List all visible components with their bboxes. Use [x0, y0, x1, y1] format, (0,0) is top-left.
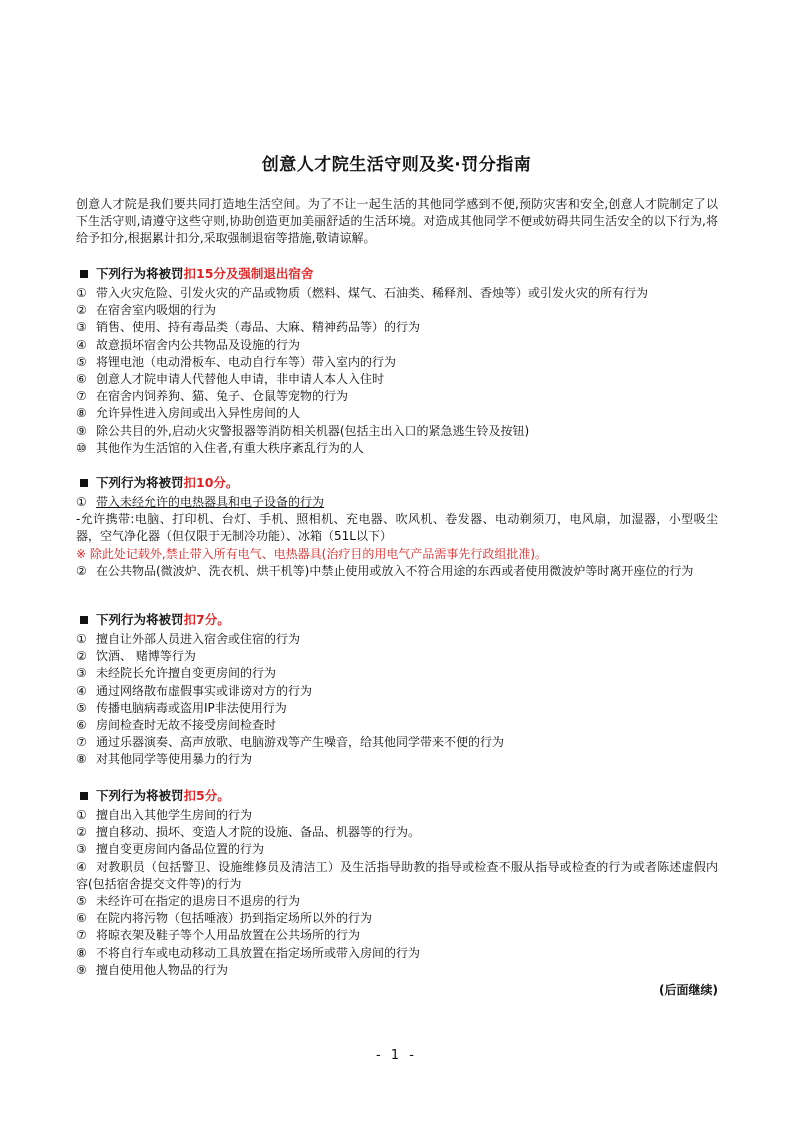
list-item: ④ 通过网络散布虚假事实或诽谤对方的行为 [76, 683, 313, 698]
list-item: ⑤ 未经许可在指定的退房日不退房的行为 [76, 894, 301, 909]
list-item: ⑧ 不将自行车或电动移动工具放置在指定场所或带入房间的行为 [76, 945, 421, 960]
list-item: ⑨ 擅自使用他人物品的行为 [76, 962, 229, 977]
list-item: ② 饮酒、 赌博等行为 [76, 649, 196, 664]
list-item: ⑦ 通过乐器演奏、高声放歌、电脑游戏等产生噪音，给其他同学带来不便的行为 [76, 735, 505, 750]
square-bullet-icon [80, 792, 88, 800]
document-title: 创意人才院生活守则及奖·罚分指南 [261, 155, 532, 175]
list-item: ② 在宿舍室内吸烟的行为 [76, 303, 217, 318]
penalty-label: 扣5分。 [183, 788, 230, 803]
list-item: ⑨ 除公共目的外,启动火灾警报器等消防相关机器(包括主出入口的紧急逃生铃及按钮) [76, 423, 530, 438]
list-item: ⑩ 其他作为生活馆的入住者,有重大秩序紊乱行为的人 [76, 440, 364, 455]
square-bullet-icon [80, 616, 88, 624]
list-item: ④ 故意损坏宿舍内公共物品及设施的行为 [76, 337, 301, 352]
restriction-note: ※ 除此处记载外,禁止带入所有电气、电热器具(治疗目的用电气产品需事先行政组批准)。 [76, 546, 548, 561]
list-item: ② 在公共物品(微波炉、洗衣机、烘干机等)中禁止使用或放入不符合用途的东西或者使用微波炉等时离开座位的行为 [76, 563, 694, 578]
list-item: ④ 对教职员（包括警卫、设施维修员及清洁工）及生活指导助教的指导或检查不服从指导或检查的行为或者陈述虚假内容(包括宿舍提交文件等)的行为 [76, 859, 718, 891]
list-item: ⑥ 在院内将污物（包括唾液）扔到指定场所以外的行为 [76, 911, 373, 926]
list-item: ⑧ 允许异性进入房间或出入异性房间的人 [76, 406, 301, 421]
allowed-devices-note: -允许携带:电脑、打印机、台灯、手机、照相机、充电器、吹风机、卷发器、电动剃须刀，电风扇，加湿器，小型吸尘器，空气净化器（但仅限于无制冷功能）、冰箱（51L以下） [76, 512, 718, 544]
section-heading: 下列行为将被罚扣15分及强制退出宿舍 [76, 265, 718, 283]
section-10-points [76, 474, 718, 580]
list-item: ⑦ 将晾衣架及鞋子等个人用品放置在公共场所的行为 [76, 928, 361, 943]
square-bullet-icon [80, 270, 88, 278]
list-item: ⑥ 创意人才院申请人代替他人申请，非申请人本人入住时 [76, 372, 385, 387]
section-heading: 下列行为将被罚扣7分。 [76, 611, 718, 629]
list-item: ⑦ 在宿舍内饲养狗、猫、兔子、仓鼠等宠物的行为 [76, 389, 349, 404]
penalty-label: 扣7分。 [183, 612, 230, 627]
square-bullet-icon [80, 479, 88, 487]
section-heading: 下列行为将被罚扣10分。 [76, 474, 718, 492]
list-item: ① 擅自出入其他学生房间的行为 [76, 808, 253, 822]
continued-note: (后面继续) [659, 983, 718, 997]
penalty-label: 扣10分。 [183, 475, 239, 490]
list-item: ① 带入火灾危险、引发火灾的产品或物质（燃料、煤气、石油类、稀释剂、香烛等）或引发火灾的所有行为 [76, 286, 649, 300]
list-item: ⑧ 对其他同学等使用暴力的行为 [76, 752, 253, 767]
list-item: ③ 未经院长允许擅自变更房间的行为 [76, 666, 277, 681]
list-item: ③ 销售、使用、持有毒品类（毒品、大麻、精神药品等）的行为 [76, 320, 421, 335]
section-heading: 下列行为将被罚扣5分。 [76, 787, 718, 805]
section-15-points [76, 265, 718, 457]
penalty-label: 扣15分及强制退出宿舍 [183, 266, 314, 281]
list-item: ① 擅自让外部人员进入宿舍或住宿的行为 [76, 632, 301, 646]
list-item: ① 带入未经允许的电热器具和电子设备的行为 [76, 495, 325, 509]
intro-paragraph: 创意人才院是我们要共同打造地生活空间。为了不让一起生活的其他同学感到不便,预防灾害和安全,创意人才院制定了以下生活守则,请遵守这些守则,协助创造更加美丽舒适的生活环境。对造成其他同学不便或妨碍共同生活安全的以下行为,将给予扣分,根据累计扣分,采取强制退宿等措施,敬请谅解。 [76, 197, 718, 245]
list-item: ⑤ 传播电脑病毒或盗用IP非法使用行为 [76, 700, 287, 715]
list-item: ⑤ 将锂电池（电动滑板车、电动自行车等）带入室内的行为 [76, 354, 397, 369]
list-item: ② 擅自移动、损坏、变造人才院的设施、备品、机器等的行为。 [76, 825, 421, 840]
section-5-points [76, 787, 718, 979]
section-7-points [76, 611, 718, 769]
list-item: ③ 擅自变更房间内备品位置的行为 [76, 842, 265, 857]
page-number: - 1 - [376, 1048, 417, 1063]
list-item: ⑥ 房间检查时无故不接受房间检查时 [76, 718, 277, 733]
